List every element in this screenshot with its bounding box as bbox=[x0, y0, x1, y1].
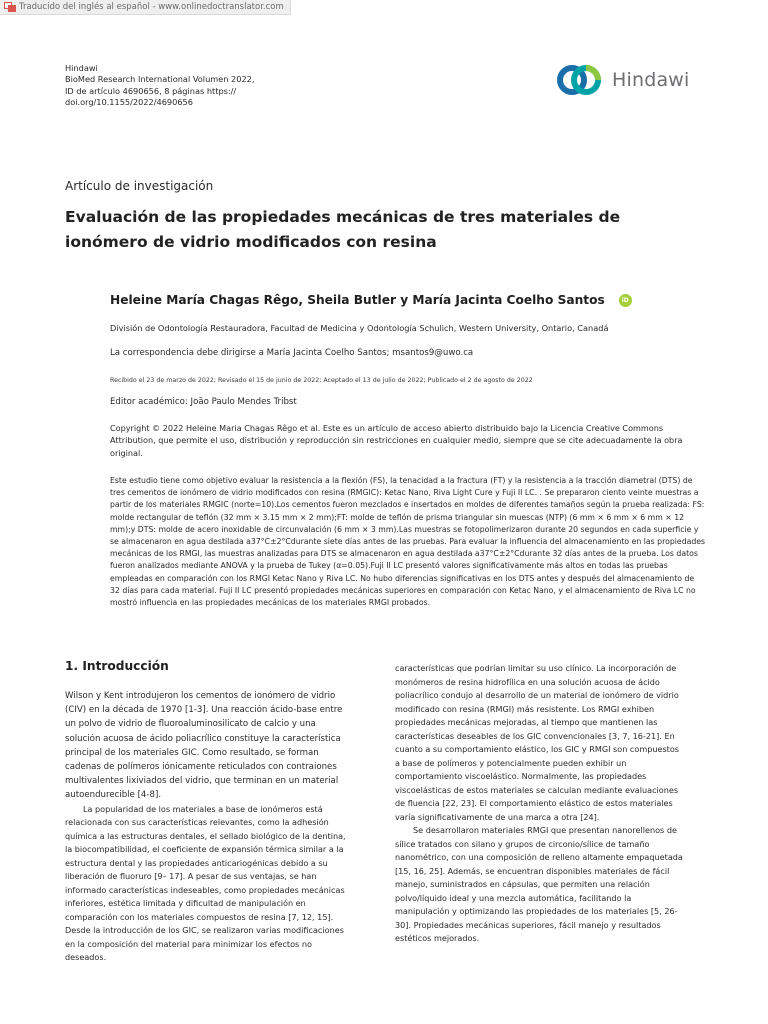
orcid-icon[interactable]: iD bbox=[619, 294, 632, 307]
section-heading: 1. Introducción bbox=[65, 659, 169, 673]
translator-banner-text[interactable]: Traducido del inglés al español - www.onlinedoctranslator.com bbox=[19, 2, 284, 12]
author-list: Heleine María Chagas Rêgo, Sheila Butler y María Jacinta Coelho Santos bbox=[110, 293, 605, 307]
intro-paragraph-2: La popularidad de los materiales a base de ionómeros está relacionada con sus características relevantes, como la adhesión química a las estructuras dentales, el sellado biológico de la dentina, la biocompatibilidad, el coeficiente de expansión térmica similar a la estructura dental y las propiedades anticariogénicas debido a su liberación de fluoruro [9– 17]. A pesar de sus ventajas, se han informado características indeseables, como propiedades mecánicas inferiores, estética limitada y dificultad de manipulación en comparación con los materiales compuestos de resina [7, 12, 15]. Desde la introducción de los GIC, se realizaron varias modificaciones en la composición del material para minimizar los efectos no deseados. bbox=[65, 803, 346, 963]
hindawi-logo bbox=[556, 62, 690, 98]
publication-dates: Recibido el 23 de marzo de 2022; Revisado el 15 de junio de 2022; Aceptado el 13 de julio de 2022; Publicado el 2 de agosto de 2022 bbox=[110, 377, 533, 384]
journal-metadata bbox=[65, 63, 255, 109]
article-id-line: ID de artículo 4690656, 8 páginas https:// bbox=[65, 85, 237, 96]
intro-paragraph-4: Se desarrollaron materiales RMGI que presentan nanorellenos de sílice tratados con silano y grupos de circonio/sílice de tamaño nanométrico, con una composición de relleno altamente empaquetada [15, 16, 25]. Además, se encuentran disponibles materiales de fácil manejo, suministrados en cápsulas, que permiten una relación polvo/líquido ideal y una mezcla automática, facilitando la manipulación y optimizando las propiedades de los materiales [5, 26-30]. Propiedades mecánicas superiores, fácil manejo y resultados estéticos mejorados. bbox=[395, 825, 683, 943]
translate-icon bbox=[4, 2, 16, 12]
affiliation: División de Odontología Restauradora, Facultad de Medicina y Odontología Schulich, Western University, Ontario, Canadá bbox=[110, 323, 609, 333]
academic-editor: Editor académico: João Paulo Mendes Tribst bbox=[110, 397, 297, 407]
copyright-notice: Copyright © 2022 Heleine Maria Chagas Rêgo et al. Este es un artículo de acceso abierto distribuido bajo la Licencia Creative Commons Attribution, que permite el uso, distribución y reproducción sin restricciones en cualquier medio, siempre que se cite adecuadamente la obra original. bbox=[110, 423, 683, 458]
right-column bbox=[395, 662, 683, 946]
left-column bbox=[65, 657, 353, 965]
intro-paragraph-3: características que podrían limitar su uso clínico. La incorporación de monómeros de resina hidrofílica en una solución acuosa de ácido poliacrílico condujo al desarrollo de un material de ionómero de vidrio modificado con resina (RMGI) más resistente. Los RMGI exhiben propiedades mecánicas mejoradas, al tiempo que mantienen las características deseables de los GIC convencionales [3, 7, 16-21]. En cuanto a su comportamiento elástico, los GIC y RMGI son compuestos a base de polímeros y potencialmente pueden exhibir un comportamiento viscoelástico. Normalmente, las propiedades viscoelásticas de estos materiales se calculan mediante evaluaciones de fluencia [22, 23]. El comportamiento elástico de estos materiales varía significativamente de una marca a otra [24]. bbox=[395, 663, 680, 822]
abstract: Este estudio tiene como objetivo evaluar la resistencia a la flexión (FS), la tenacidad a la fractura (FT) y la resistencia a la tracción diametral (DTS) de tres cementos de ionómero de vidrio modificados con resina (RMGIC): Ketac Nano, Riva Light Cure y Fuji II LC. . Se prepararon ciento veinte muestras a partir de los materiales RMGIC (norte=10).Los cementos fueron mezclados e insertados en moldes de diferentes tamaños según la prueba realizada: FS: molde rectangular de teflón (32 mm × 3.15 mm × 2 mm);FT: molde de teflón de prisma triangular sin muescas (NTP) (6 mm × 6 mm × 6 mm × 12 mm);y DTS: molde de acero inoxidable de circunvalación (6 mm × 3 mm).Las muestras se fotopolimerizaron durante 20 segundos en cada superficie y se almacenaron en agua destilada a37°C±2°Cdurante siete días antes de las pruebas. Para evaluar la influencia del almacenamiento en las propiedades mecánicas de los RMGI, las muestras analizadas para DTS se almacenaron en agua destilada a37°C±2°Cdurante 32 días antes de la prueba. Los datos fueron analizados mediante ANOVA y la prueba de Tukey (α=0.05).Fuji II LC presentó valores significativamente más altos en todas las pruebas empleadas en comparación con los RMGI Ketac Nano y Riva LC. No hubo diferencias significativas en los DTS antes y después del almacenamiento de 32 días para cada material. Fuji II LC presentó propiedades mecánicas superiores en comparación con Ketac Nano, y el almacenamiento de Riva LC no mostró influencia en las propiedades mecánicas de los materiales RMGI probados. bbox=[110, 476, 706, 608]
publisher-name: Hindawi bbox=[65, 63, 98, 73]
logo-text: Hindawi bbox=[612, 69, 690, 91]
intro-paragraph-1: Wilson y Kent introdujeron los cementos de ionómero de vidrio (CIV) en la década de 1970 [1-3]. Una reacción ácido-base entre un polvo de vidrio de fluoroaluminosilicato de calcio y una solución acuosa de ácido poliacrílico constituye la característica principal de los materiales GIC. Como resultado, se forman cadenas de polímeros iónicamente reticulados con contraiones multivalentes lixiviados del vidrio, que terminan en un material autoendurecible [4-8]. bbox=[65, 691, 343, 801]
correspondence: La correspondencia debe dirigirse a María Jacinta Coelho Santos; msantos9@uwo.ca bbox=[110, 348, 474, 358]
translator-banner[interactable] bbox=[0, 0, 291, 15]
doi-link[interactable]: doi.org/10.1155/2022/4690656 bbox=[65, 97, 193, 108]
hindawi-logo-rings-icon bbox=[556, 62, 604, 98]
authors-row bbox=[110, 293, 632, 307]
article-type: Artículo de investigación bbox=[65, 179, 214, 193]
journal-line: BioMed Research International Volumen 2022, bbox=[65, 74, 255, 85]
article-title: Evaluación de las propiedades mecánicas de tres materiales de ionómero de vidrio modificados con resina bbox=[65, 208, 621, 251]
